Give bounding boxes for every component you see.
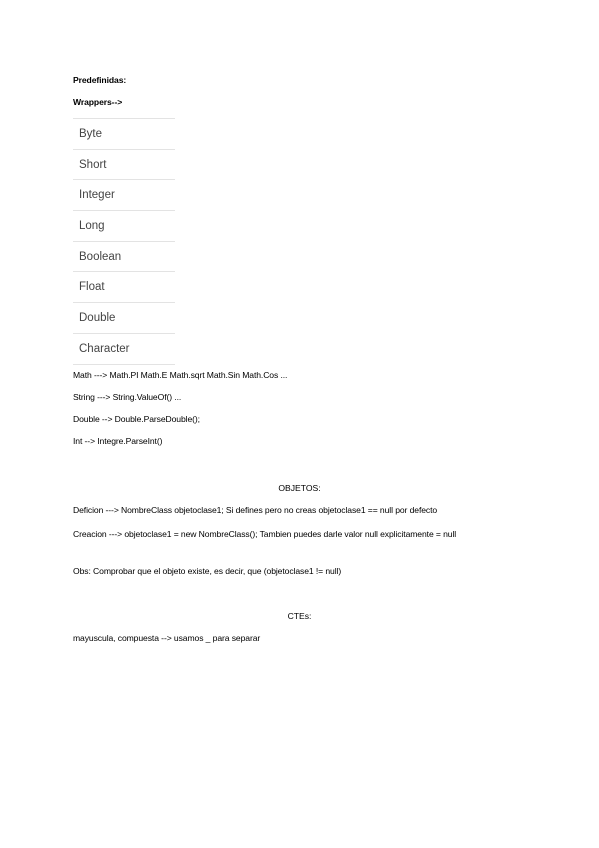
table-row bbox=[73, 149, 175, 180]
table-row bbox=[73, 303, 175, 334]
objetos-heading: OBJETOS: bbox=[278, 483, 321, 493]
table-row bbox=[73, 272, 175, 303]
table-row bbox=[73, 241, 175, 272]
math-line: Math ---> Math.PI Math.E Math.sqrt Math.Sin Math.Cos ... bbox=[73, 370, 288, 380]
ctes-heading: CTEs: bbox=[287, 611, 312, 621]
table-row bbox=[73, 180, 175, 211]
string-line: String ---> String.ValueOf() ... bbox=[73, 392, 182, 402]
wrapper-integer: Integer bbox=[73, 180, 175, 211]
wrapper-boolean: Boolean bbox=[73, 241, 175, 272]
predefinidas-label: Predefinidas: bbox=[73, 75, 127, 85]
wrappers-label: Wrappers--> bbox=[73, 97, 123, 107]
wrapper-character: Character bbox=[73, 333, 175, 364]
wrapper-short: Short bbox=[73, 149, 175, 180]
wrapper-float: Float bbox=[73, 272, 175, 303]
int-line: Int --> Integre.ParseInt() bbox=[73, 436, 163, 446]
deficion-line: Deficion ---> NombreClass objetoclase1; Si defines pero no creas objetoclase1 == null por defecto bbox=[73, 505, 438, 515]
ctes-rule-line: mayuscula, compuesta --> usamos _ para separar bbox=[73, 633, 261, 643]
table-row bbox=[73, 333, 175, 364]
table-row bbox=[73, 119, 175, 150]
table-row bbox=[73, 211, 175, 242]
creacion-line: Creacion ---> objetoclase1 = new NombreClass(); Tambien puedes darle valor null explicitamente = null bbox=[73, 529, 457, 539]
wrapper-byte: Byte bbox=[73, 119, 175, 150]
wrapper-long: Long bbox=[73, 211, 175, 242]
wrappers-table bbox=[73, 118, 175, 365]
double-line: Double --> Double.ParseDouble(); bbox=[73, 414, 200, 424]
wrapper-double: Double bbox=[73, 303, 175, 334]
obs-line: Obs: Comprobar que el objeto existe, es decir, que (objetoclase1 != null) bbox=[73, 566, 342, 576]
